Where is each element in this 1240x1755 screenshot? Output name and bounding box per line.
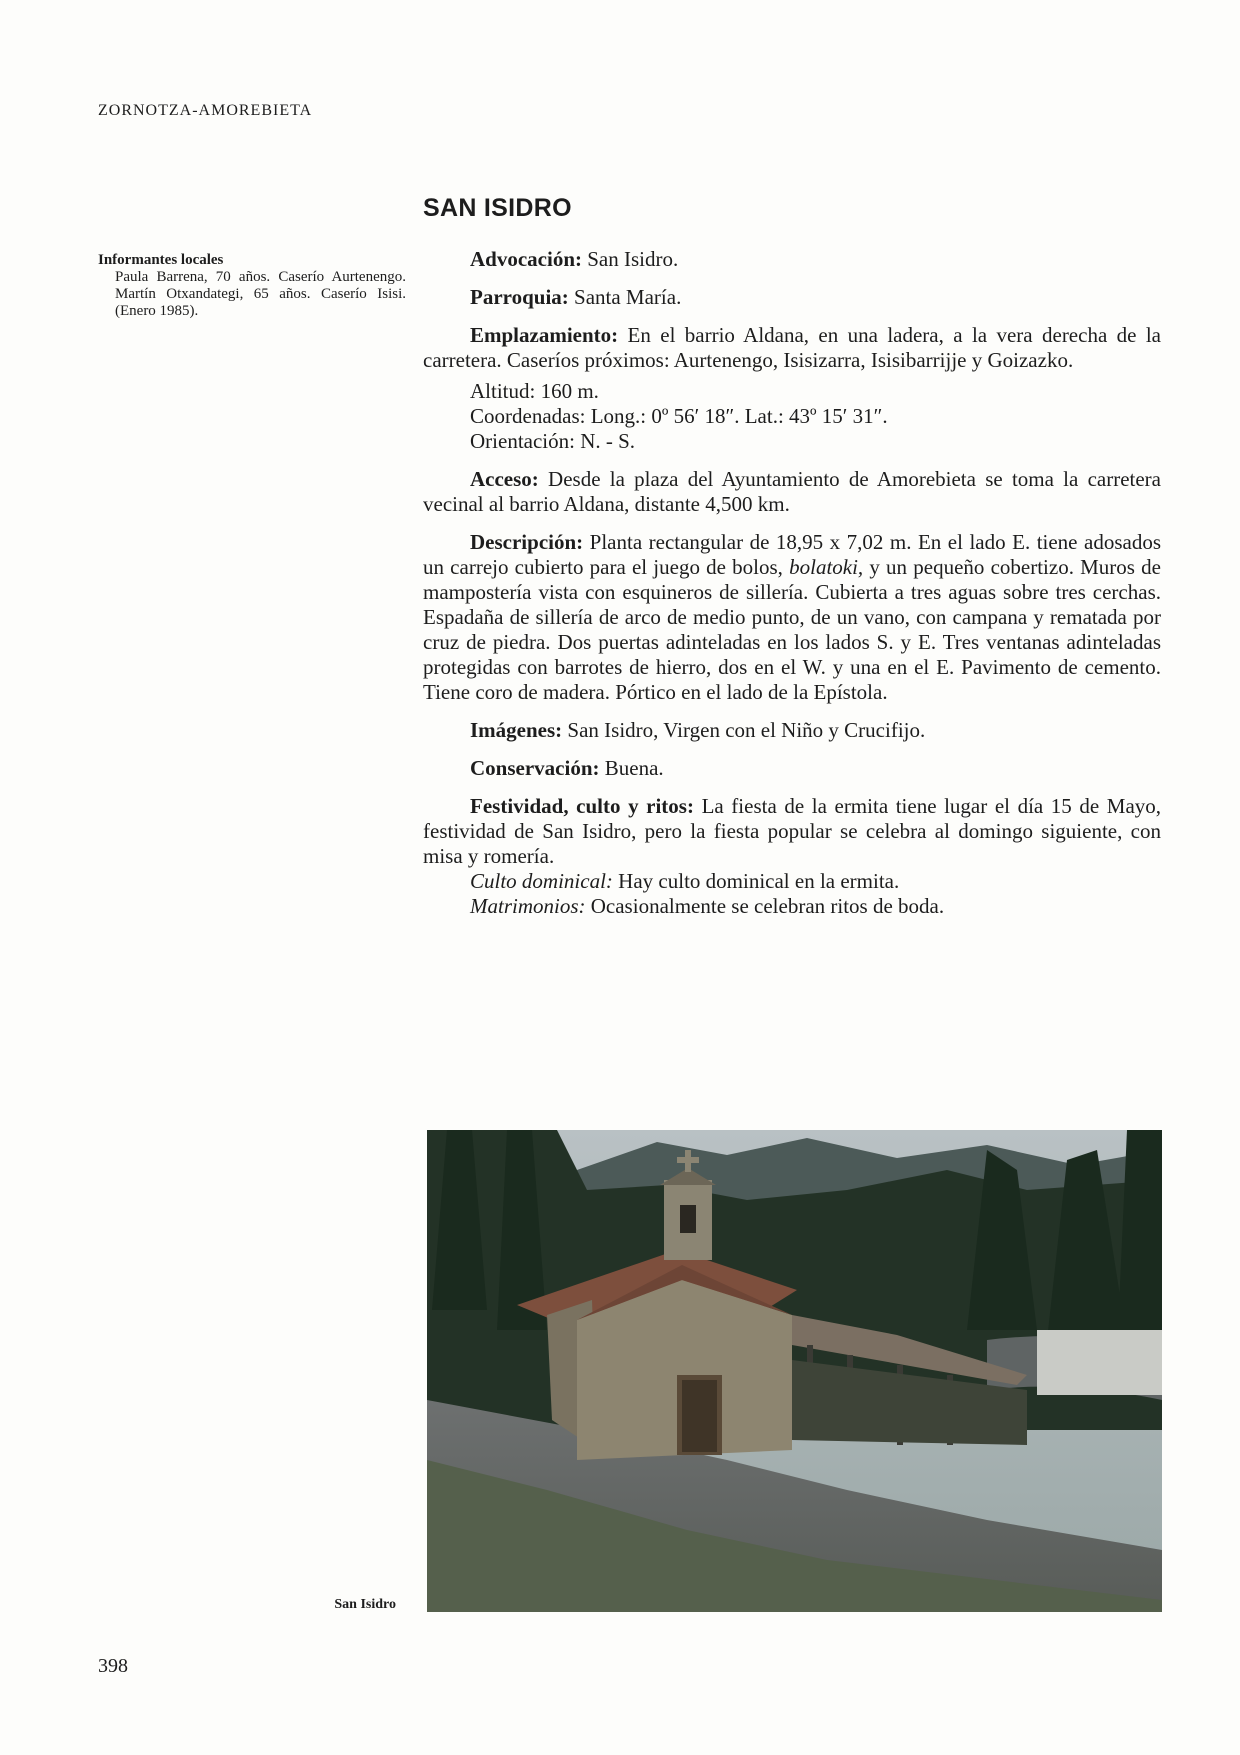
parroquia-text: Santa María. bbox=[574, 285, 682, 309]
festividad-text: La fiesta de la ermita tiene lugar el día 15 de Mayo, festividad de San Isidro, pero la fiesta popular se celebra al domingo siguiente, con misa y romería. bbox=[423, 794, 1162, 868]
advocacion-paragraph bbox=[423, 247, 1161, 272]
acceso-label: Acceso: bbox=[470, 467, 539, 491]
advocacion-label: Advocación: bbox=[470, 247, 582, 271]
location-data bbox=[423, 379, 1161, 454]
descripcion-text-after: y un pequeño cobertizo. Muros de mampostería vista con esquineros de sillería. Cubierta a tres aguas sobre tres cerchas. Espadaña de sillería de arco de medio punto, de un vano, con campana y rematada por cruz de piedra. Dos puertas adinteladas en los lados S. y E. Tres ventanas adinteladas protegidas con barrotes de hierro, dos en el W. y una en el E. Pavimento de cemento. Tiene coro de madera. Pórtico en el lado de la Epístola. bbox=[423, 555, 1161, 704]
coordenadas-line: Coordenadas: Long.: 0º 56′ 18″. Lat.: 43º 15′ 31″. bbox=[470, 404, 888, 428]
running-head: ZORNOTZA-AMOREBIETA bbox=[98, 102, 313, 119]
descripcion-italic-term: bolatoki, bbox=[789, 555, 864, 579]
matrimonios-text: Ocasionalmente se celebran ritos de boda. bbox=[590, 894, 945, 918]
acceso-paragraph bbox=[423, 467, 1161, 517]
acceso-text: Desde la plaza del Ayuntamiento de Amorebieta se toma la carretera vecinal al barrio Aldana, distante 4,500 km. bbox=[423, 467, 1161, 516]
festividad-label: Festividad, culto y ritos: bbox=[470, 794, 694, 818]
altitud-line: Altitud: 160 m. bbox=[470, 379, 599, 403]
emplazamiento-paragraph bbox=[423, 323, 1161, 373]
conservacion-paragraph bbox=[423, 756, 1161, 781]
orientacion-line: Orientación: N. - S. bbox=[470, 429, 636, 453]
page-number: 398 bbox=[98, 1655, 128, 1677]
conservacion-text: Buena. bbox=[604, 756, 664, 780]
descripcion-paragraph bbox=[423, 530, 1161, 705]
hermitage-photo-illustration bbox=[427, 1130, 1162, 1612]
culto-label: Culto dominical: bbox=[470, 869, 613, 893]
informants-heading: Informantes locales bbox=[98, 252, 224, 268]
culto-text: Hay culto dominical en la ermita. bbox=[618, 869, 900, 893]
article bbox=[423, 196, 1161, 919]
emplazamiento-text: En el barrio Aldana, en una ladera, a la vera derecha de la carretera. Caseríos próximos: Aurtenengo, Isisizarra, Isisibarrijje y Goizazko. bbox=[423, 323, 1162, 372]
photo-caption: San Isidro bbox=[334, 1597, 396, 1612]
matrimonios-line bbox=[423, 894, 1161, 919]
informants-text: Paula Barrena, 70 años. Caserío Aurtenengo. Martín Otxandategi, 65 años. Caserío Isisi. (Enero 1985). bbox=[115, 269, 406, 319]
descripcion-text-before: Planta rectangular de 18,95 x 7,02 m. En el lado E. tiene adosados un carrejo cubierto para el juego de bolos, bbox=[423, 530, 1161, 579]
imagenes-paragraph bbox=[423, 718, 1161, 743]
parroquia-label: Parroquia: bbox=[470, 285, 569, 309]
descripcion-label: Descripción: bbox=[470, 530, 584, 554]
matrimonios-label: Matrimonios: bbox=[470, 894, 586, 918]
conservacion-label: Conservación: bbox=[470, 756, 600, 780]
advocacion-text: San Isidro. bbox=[587, 247, 679, 271]
hermitage-photo bbox=[427, 1130, 1162, 1612]
festividad-paragraph bbox=[423, 794, 1161, 869]
sidebar-informants bbox=[98, 252, 406, 320]
article-title: SAN ISIDRO bbox=[423, 194, 572, 222]
emplazamiento-label: Emplazamiento: bbox=[470, 323, 619, 347]
imagenes-label: Imágenes: bbox=[470, 718, 563, 742]
culto-line bbox=[423, 869, 1161, 894]
imagenes-text: San Isidro, Virgen con el Niño y Crucifijo. bbox=[567, 718, 926, 742]
parroquia-paragraph bbox=[423, 285, 1161, 310]
